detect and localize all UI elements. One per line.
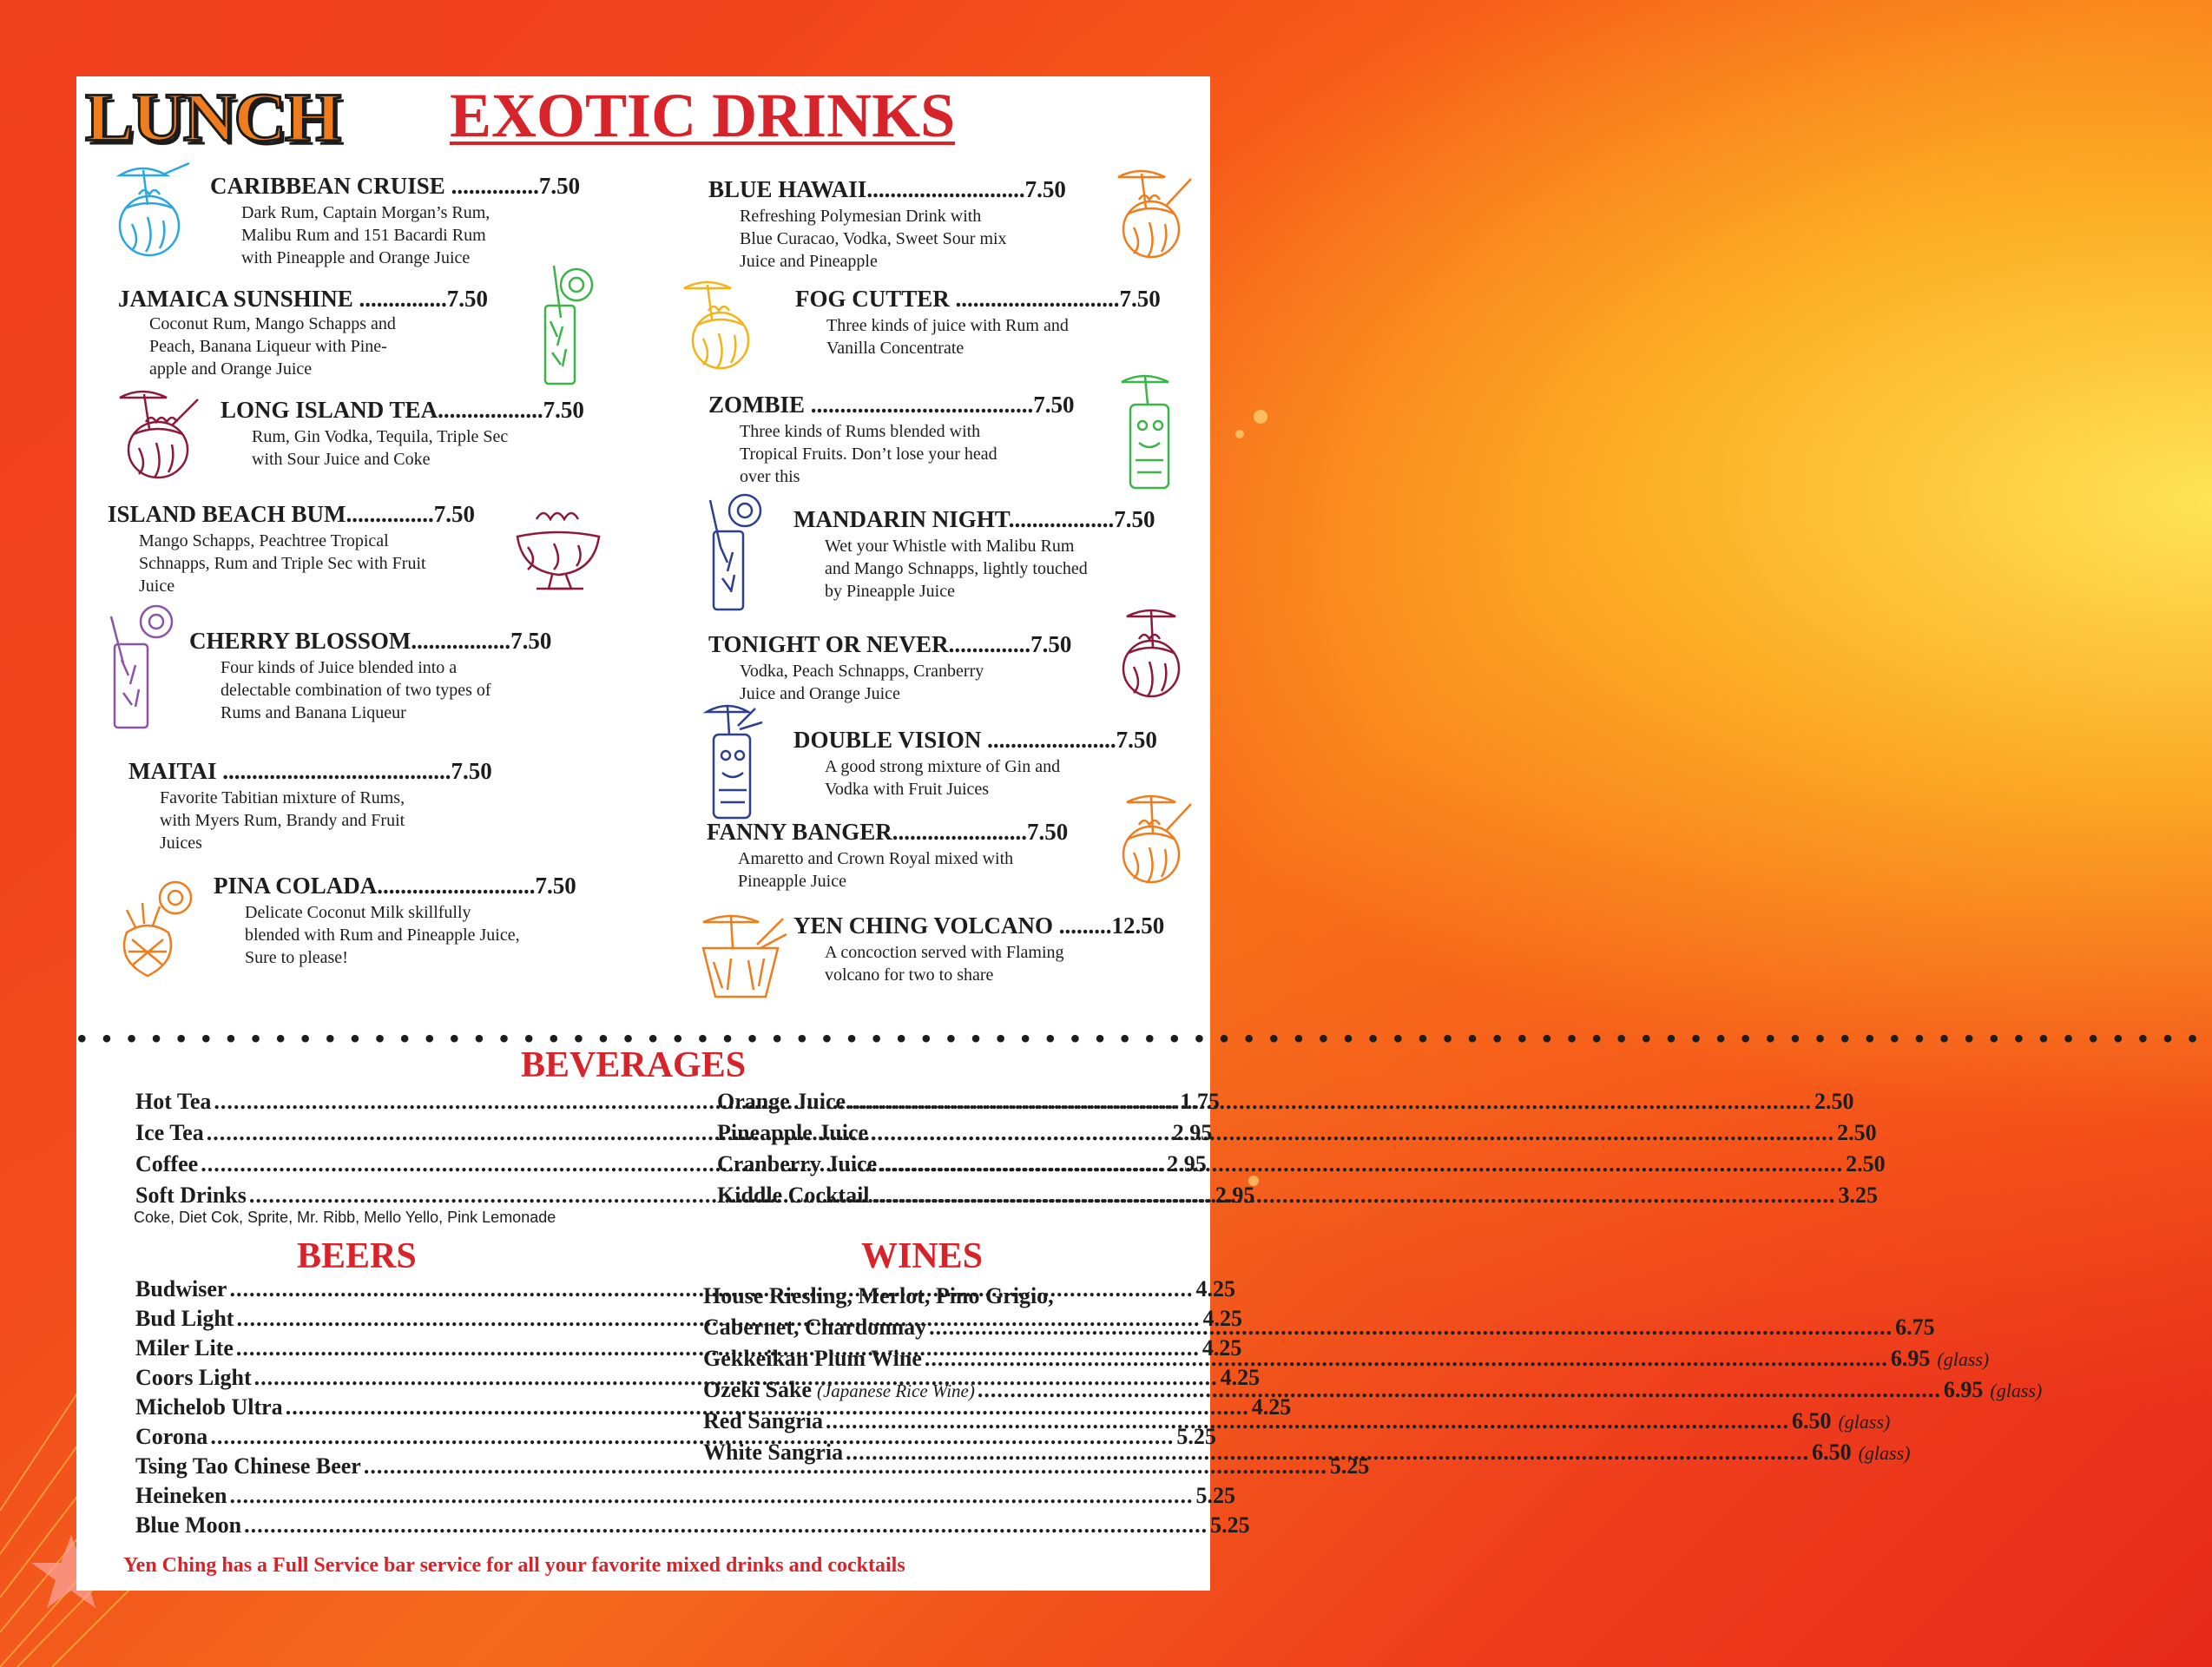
menu-item-description: Favorite Tabitian mixture of Rums, with Myers Rum, Brandy and Fruit Juices [160, 788, 405, 853]
menu-row: Coors Light ..... 4.25 [135, 1367, 594, 1396]
menu-item-heading: JAMAICA SUNSHINE ...............7.50 [118, 286, 489, 312]
menu-item-description: Three kinds of juice with Rum and Vanilla Concentrate [826, 316, 1069, 358]
menu-item-heading: MANDARIN NIGHT..................7.50 [793, 506, 1155, 532]
menu-item-heading: LONG ISLAND TEA..................7.50 [221, 397, 584, 423]
menu-row: Gekkeikan Plum Wine ..... 6.95 (glass) [703, 1347, 1172, 1379]
menu-row: Ice Tea ..... 2.95 [135, 1122, 594, 1153]
menu-item-description: Rum, Gin Vodka, Tequila, Triple Sec with Sour Juice and Coke [252, 427, 509, 469]
menu-item-description: Dark Rum, Captain Morgan’s Rum, Malibu Rum and 151 Bacardi Rum with Pineapple and Orange Juice [241, 203, 490, 267]
beverages-list-left [135, 1089, 1255, 1208]
menu-item-heading: PINA COLADA...........................7.50 [214, 873, 576, 899]
menu-row: White Sangria ..... 6.50 (glass) [703, 1441, 1172, 1473]
bowl-drink-icon [510, 502, 606, 597]
menu-item-heading: BLUE HAWAII...........................7.50 [708, 176, 1066, 202]
menu-item-heading: MAITAI .......................................7.50 [128, 758, 492, 784]
menu-row: Cranberry Juice ..... 2.50 [717, 1153, 1167, 1184]
wines-heading: WINES [861, 1236, 984, 1276]
wine-first-line: House Riesling, Merlot, Pino Grigio, [703, 1283, 1054, 1308]
menu-row: Ozeki Sake (Japanese Rice Wine) ..... 6.95 (glass) [703, 1379, 1172, 1410]
menu-row: Tsing Tao Chinese Beer ..... 5.25 [135, 1455, 594, 1485]
menu-item-description: Delicate Coconut Milk skillfully blended with Rum and Pineapple Juice, Sure to please! [245, 903, 520, 967]
menu-row: Blue Moon ..... 5.25 [135, 1514, 594, 1544]
pineapple-drink-icon [113, 877, 200, 981]
menu-item-description: A concoction served with Flaming volcano for two to share [825, 943, 1064, 985]
menu-row: Michelob Ultra ..... 4.25 [135, 1396, 594, 1426]
soft-drinks-note: Coke, Diet Cok, Sprite, Mr. Ribb, Mello Yello, Pink Lemonade [134, 1209, 556, 1226]
menu-item-description: Mango Schapps, Peachtree Tropical Schnapps, Rum and Triple Sec with Fruit Juice [139, 531, 426, 596]
coconut-drink-icon [118, 387, 205, 483]
beers-heading: BEERS [297, 1236, 417, 1276]
menu-item-heading: FOG CUTTER ............................7.50 [795, 286, 1161, 312]
menu-item-heading: FANNY BANGER.......................7.50 [707, 819, 1069, 845]
coconut-drink-icon [1115, 167, 1193, 262]
coconut-drink-icon [682, 278, 760, 373]
menu-item-description: Amaretto and Crown Royal mixed with Pineapple Juice [738, 849, 1014, 891]
menu-item-heading: CARIBBEAN CRUISE ...............7.50 [210, 173, 581, 199]
menu-row: Corona ..... 5.25 [135, 1426, 594, 1455]
menu-item-description: Wet your Whistle with Malibu Rum and Mango Schnapps, lightly touched by Pineapple Juice [825, 537, 1088, 601]
menu-item-heading: ZOMBIE ......................................7.50 [708, 392, 1075, 418]
menu-item-heading: DOUBLE VISION ......................7.50 [793, 727, 1157, 753]
menu-row: Miler Lite ..... 4.25 [135, 1337, 594, 1367]
menu-item-description: Vodka, Peach Schnapps, Cranberry Juice and Orange Juice [740, 662, 984, 703]
menu-row: Heineken ..... 5.25 [135, 1485, 594, 1514]
footer-note: Yen Ching has a Full Service bar service for all your favorite mixed drinks and cocktails [123, 1554, 905, 1577]
menu-row: Red Sangria ..... 6.50 (glass) [703, 1410, 1172, 1441]
menu-item-description: Four kinds of Juice blended into a delectable combination of two types of Rums and Banana Liqueur [221, 658, 491, 722]
page-title: EXOTIC DRINKS [450, 81, 956, 150]
menu-item-description: Coconut Rum, Mango Schapps and Peach, Banana Liqueur with Pine- apple and Orange Juice [149, 314, 396, 379]
menu-row: Bud Light ..... 4.25 [135, 1308, 594, 1337]
menu-row: Budwiser ..... 4.25 [135, 1278, 594, 1308]
tall-glass-drink-icon [108, 603, 177, 733]
tall-glass-drink-icon [708, 491, 769, 613]
menu-item-description: Refreshing Polymesian Drink with Blue Curacao, Vodka, Sweet Sour mix Juice and Pineapple [740, 207, 1007, 271]
menu-row: Cabernet, Chardonnay ..... 6.75 [703, 1316, 1109, 1347]
tiki-mug-drink-icon [705, 700, 766, 821]
tiki-mug-drink-icon [1118, 370, 1188, 491]
menu-item-heading: ISLAND BEACH BUM...............7.50 [108, 501, 476, 527]
menu-item-heading: TONIGHT OR NEVER..............7.50 [708, 631, 1072, 657]
menu-row: Coffee ..... 2.95 [135, 1153, 594, 1184]
menu-row: Pineapple Juice ..... 2.50 [717, 1122, 1167, 1153]
dotted-divider: •••••••••••••••••••••••••••••••••••••••••••••••••••••••••••••••••••••••••••••••••••••• [76, 1021, 2212, 1056]
menu-row: Kiddle Cocktail ..... 3.25 [717, 1184, 1167, 1216]
beverages-heading: BEVERAGES [521, 1045, 747, 1085]
menu-item-heading: CHERRY BLOSSOM.................7.50 [189, 628, 552, 654]
menu-row: Hot Tea ..... 1.75 [135, 1090, 594, 1122]
beverages-list-right [717, 1089, 1886, 1216]
menu-row: Orange Juice ..... 2.50 [717, 1090, 1167, 1122]
coconut-drink-icon [1115, 606, 1193, 702]
menu-panel [76, 76, 2212, 1591]
menu-row: Soft Drinks ..... 2.95 [135, 1184, 594, 1205]
volcano-bowl-icon [696, 910, 792, 1005]
coconut-drink-icon [113, 163, 191, 259]
lunch-logo: LUNCH [85, 79, 340, 156]
coconut-drink-icon [1115, 792, 1193, 887]
tall-glass-drink-icon [537, 266, 597, 387]
menu-item-description: A good strong mixture of Gin and Vodka with Fruit Juices [825, 757, 1061, 799]
menu-item-heading: YEN CHING VOLCANO .........12.50 [793, 913, 1165, 939]
menu-item-description: Three kinds of Rums blended with Tropical Fruits. Don’t lose your head over this [740, 422, 997, 486]
